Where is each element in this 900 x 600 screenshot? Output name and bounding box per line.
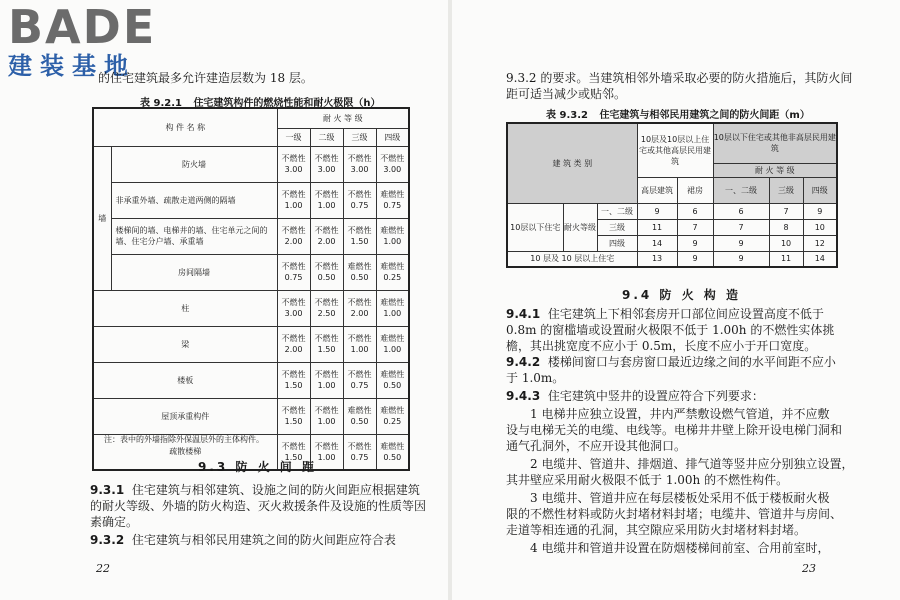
t1-cell-hours: 0.50 bbox=[350, 273, 369, 282]
t1-cell bbox=[343, 362, 376, 398]
t2-cell: 11 bbox=[637, 219, 677, 235]
t1-cell-hours: 1.00 bbox=[383, 309, 402, 318]
item-3-line-1: 3 电缆井、管道井应在每层楼板处采用不低于楼板耐火极 bbox=[530, 491, 830, 505]
right-intro-line-1: 9.3.2 的要求。当建筑相邻外墙采取必要的防火措施后，其防火间 bbox=[506, 71, 853, 85]
t1-cell bbox=[310, 146, 343, 182]
t1-cell-hours: 1.50 bbox=[284, 452, 303, 462]
table-row bbox=[93, 218, 409, 254]
t1-cell-rating: 难燃性 bbox=[380, 190, 405, 199]
t2-cell: 7 bbox=[769, 203, 803, 219]
t1-component-name: 楼板 bbox=[93, 362, 277, 398]
t2-cell: 9 bbox=[713, 251, 769, 267]
t1-cell-hours: 3.00 bbox=[284, 309, 303, 318]
t1-cell bbox=[376, 326, 409, 362]
table-row bbox=[93, 398, 409, 434]
t2-cell: 9 bbox=[677, 251, 713, 267]
t1-cell-hours: 0.50 bbox=[383, 381, 402, 390]
t1-cell bbox=[376, 362, 409, 398]
t1-cell-rating: 不燃性 bbox=[281, 334, 306, 343]
t1-cell bbox=[310, 254, 343, 290]
t1-component-name: 梁 bbox=[93, 326, 277, 362]
t2-head-low-grade-4: 四级 bbox=[803, 177, 837, 203]
t1-cell-rating: 不燃性 bbox=[281, 298, 306, 307]
t1-head-grade: 耐 火 等 级 bbox=[277, 108, 409, 128]
t1-wall-group: 墙 bbox=[93, 146, 111, 290]
t1-cell-rating: 不燃性 bbox=[347, 441, 372, 451]
t1-component-name: 房间隔墙 bbox=[111, 254, 277, 290]
t1-cell-hours: 0.75 bbox=[350, 201, 369, 210]
t1-cell-rating: 不燃性 bbox=[314, 298, 339, 307]
t2-head-high-tower: 高层建筑 bbox=[637, 177, 677, 203]
t2-cell: 10 bbox=[769, 235, 803, 251]
item-3-line-3: 走道等相连通的孔洞，其空隙应采用防火封堵材料封堵。 bbox=[506, 523, 807, 537]
para-9-4-3-line bbox=[506, 388, 764, 404]
t1-cell bbox=[310, 398, 343, 434]
table1-caption-number: 表 9.2.1 bbox=[140, 98, 182, 109]
t2-group-sub: 耐火等级 bbox=[563, 203, 597, 251]
t1-cell-rating: 不燃性 bbox=[314, 334, 339, 343]
t1-cell-hours: 0.50 bbox=[317, 273, 336, 282]
t2-cell: 9 bbox=[803, 203, 837, 219]
t1-cell-rating: 不燃性 bbox=[347, 298, 372, 307]
logo-wordmark: BADE bbox=[8, 0, 157, 54]
right-intro-line-2: 距可适当减少或贴邻。 bbox=[506, 87, 627, 101]
t1-cell bbox=[343, 290, 376, 326]
t1-component-name: 楼梯间的墙、电梯井的墙、住宅单元之间的墙、住宅分户墙、承重墙 bbox=[111, 218, 277, 254]
t2-head-high-podium: 裙房 bbox=[677, 177, 713, 203]
para-9-4-2-line-2: 于 1.0m。 bbox=[506, 371, 565, 385]
para-9-4-1-line-3: 檐，其出挑宽度不应小于 0.5m，长度不应小于开口宽度。 bbox=[506, 339, 817, 353]
t2-cell: 12 bbox=[803, 235, 837, 251]
left-page-number: 22 bbox=[96, 562, 110, 575]
table2-caption-number: 表 9.3.2 bbox=[546, 110, 588, 121]
t1-cell bbox=[343, 398, 376, 434]
t1-cell-rating: 难燃性 bbox=[380, 370, 405, 379]
t1-cell bbox=[343, 218, 376, 254]
t1-cell bbox=[310, 362, 343, 398]
t1-cell-rating: 不燃性 bbox=[314, 226, 339, 235]
para-9-3-2-number: 9.3.2 bbox=[90, 533, 125, 547]
t1-cell-rating: 不燃性 bbox=[314, 190, 339, 199]
para-9-3-2-line bbox=[90, 532, 396, 548]
table-row bbox=[93, 326, 409, 362]
para-9-3-1-line-1 bbox=[90, 482, 420, 498]
t2-cell: 9 bbox=[677, 235, 713, 251]
fire-separation-table bbox=[506, 122, 838, 268]
t1-cell-hours: 2.00 bbox=[284, 237, 303, 246]
logo-subtitle: 建装基地 bbox=[8, 52, 136, 80]
t1-cell bbox=[376, 254, 409, 290]
t2-cell: 7 bbox=[677, 219, 713, 235]
t1-cell bbox=[376, 290, 409, 326]
t1-cell bbox=[343, 254, 376, 290]
para-9-3-1-line-2: 的耐火等级、外墙的防火构造、灭火救援条件及设施的性质等因 bbox=[90, 499, 427, 513]
table2-caption-title: 住宅建筑与相邻民用建筑之间的防火间距（m） bbox=[599, 110, 810, 121]
t1-cell bbox=[277, 290, 310, 326]
t1-cell bbox=[277, 254, 310, 290]
t1-cell-hours: 0.25 bbox=[383, 417, 402, 426]
para-9-3-1-text-1: 住宅建筑与相邻建筑、设施之间的防火间距应根据建筑 bbox=[131, 483, 420, 497]
item-4-line-1: 4 电缆井和管道井设置在防烟楼梯间前室、合用前室时， bbox=[530, 541, 830, 555]
t2-head-low: 10层以下住宅或其他非高层民用建筑 bbox=[713, 123, 837, 163]
t1-cell-rating: 不燃性 bbox=[347, 154, 372, 163]
t2-cell: 6 bbox=[677, 203, 713, 219]
table-row bbox=[93, 146, 409, 182]
table-row bbox=[93, 182, 409, 218]
t1-grade-2: 二级 bbox=[310, 128, 343, 146]
t2-head-high: 10层及10层以上住宅或其他高层民用建筑 bbox=[637, 123, 713, 177]
t1-cell-rating: 不燃性 bbox=[347, 370, 372, 379]
t1-cell-hours: 0.50 bbox=[350, 417, 369, 426]
para-9-4-1-text-1: 住宅建筑上下相邻套房开口部位间应设置高度不低于 bbox=[547, 307, 824, 321]
section-9-4-title: 9.4 防 火 构 造 bbox=[622, 288, 741, 302]
t2-cell: 7 bbox=[713, 219, 769, 235]
t1-cell-hours: 1.00 bbox=[317, 417, 336, 426]
t1-cell-hours: 3.00 bbox=[383, 165, 402, 174]
fire-resistance-table bbox=[92, 107, 410, 471]
t1-cell-rating: 不燃性 bbox=[347, 190, 372, 199]
t1-cell-rating: 不燃性 bbox=[380, 154, 405, 163]
t1-cell bbox=[343, 434, 376, 470]
table-row bbox=[93, 254, 409, 290]
t1-cell-hours: 0.75 bbox=[350, 381, 369, 390]
t1-cell bbox=[277, 218, 310, 254]
t1-cell-rating: 不燃性 bbox=[347, 334, 372, 343]
t1-cell-rating: 不燃性 bbox=[281, 154, 306, 163]
t1-cell bbox=[310, 326, 343, 362]
t1-cell-rating: 不燃性 bbox=[314, 441, 339, 451]
t1-cell bbox=[343, 182, 376, 218]
t1-cell bbox=[310, 290, 343, 326]
t1-cell bbox=[277, 146, 310, 182]
t2-cell: 14 bbox=[803, 251, 837, 267]
t2-cell: 14 bbox=[637, 235, 677, 251]
para-9-3-1-number: 9.3.1 bbox=[90, 483, 125, 497]
t1-cell bbox=[277, 182, 310, 218]
t2-head-category: 建 筑 类 别 bbox=[507, 123, 637, 203]
t1-cell-rating: 不燃性 bbox=[281, 190, 306, 199]
t1-cell-rating: 不燃性 bbox=[347, 226, 372, 235]
t2-cell: 8 bbox=[769, 219, 803, 235]
para-9-4-2-text-1: 楼梯间窗口与套房窗口最近边缘之间的水平间距不应小 bbox=[547, 355, 836, 369]
t1-cell-hours: 0.75 bbox=[350, 452, 369, 462]
t1-cell-hours: 2.50 bbox=[317, 309, 336, 318]
table2-caption bbox=[546, 106, 810, 121]
table-row bbox=[93, 362, 409, 398]
t1-cell-rating: 难燃性 bbox=[380, 441, 405, 451]
para-9-4-3-number: 9.4.3 bbox=[506, 389, 541, 403]
t1-cell-hours: 3.00 bbox=[284, 165, 303, 174]
t1-cell-hours: 0.25 bbox=[383, 273, 402, 282]
item-2-line-2: 其井壁应采用耐火极限不低于 1.00h 的不燃性构件。 bbox=[506, 473, 789, 487]
t1-component-name: 柱 bbox=[93, 290, 277, 326]
t2-cell: 9 bbox=[637, 203, 677, 219]
t1-cell-hours: 1.00 bbox=[317, 452, 336, 462]
t1-cell bbox=[376, 434, 409, 470]
t1-cell-rating: 不燃性 bbox=[314, 406, 339, 415]
t1-cell-rating: 难燃性 bbox=[380, 298, 405, 307]
t2-last-row-label: 10 层及 10 层以上住宅 bbox=[507, 251, 637, 267]
t1-cell-hours: 0.50 bbox=[383, 452, 402, 462]
t1-cell-hours: 1.00 bbox=[383, 237, 402, 246]
t1-cell-rating: 不燃性 bbox=[314, 370, 339, 379]
t1-cell-rating: 难燃性 bbox=[347, 262, 372, 271]
t1-cell bbox=[343, 326, 376, 362]
t1-component-name: 疏散楼梯 bbox=[93, 434, 277, 470]
t1-grade-1: 一级 bbox=[277, 128, 310, 146]
t1-grade-4: 四级 bbox=[376, 128, 409, 146]
item-1-line-1: 1 电梯井应独立设置，井内严禁敷设燃气管道，并不应敷 bbox=[530, 407, 830, 421]
left-page bbox=[0, 0, 448, 600]
t1-cell-rating: 不燃性 bbox=[281, 262, 306, 271]
t1-cell-rating: 难燃性 bbox=[380, 406, 405, 415]
t2-cell: 6 bbox=[713, 203, 769, 219]
right-page-number: 23 bbox=[802, 562, 816, 575]
t2-row-3-grade: 四级 bbox=[597, 235, 637, 251]
t1-cell-rating: 不燃性 bbox=[281, 370, 306, 379]
para-9-3-2-text: 住宅建筑与相邻民用建筑之间的防火间距应符合表 bbox=[131, 533, 396, 547]
t1-cell-hours: 1.50 bbox=[317, 345, 336, 354]
t1-cell bbox=[376, 218, 409, 254]
t1-cell-hours: 1.00 bbox=[317, 381, 336, 390]
t1-cell-rating: 不燃性 bbox=[281, 226, 306, 235]
t2-row-2-grade: 三级 bbox=[597, 219, 637, 235]
para-9-4-2-line-1 bbox=[506, 354, 836, 370]
t1-cell bbox=[376, 146, 409, 182]
t1-cell-rating: 不燃性 bbox=[281, 441, 306, 451]
t1-cell bbox=[343, 146, 376, 182]
t1-cell-rating: 不燃性 bbox=[314, 262, 339, 271]
table1-caption-title: 住宅建筑构件的燃烧性能和耐火极限（h） bbox=[193, 98, 381, 109]
t1-cell bbox=[376, 398, 409, 434]
para-9-4-2-number: 9.4.2 bbox=[506, 355, 541, 369]
para-9-4-1-line-1 bbox=[506, 306, 824, 322]
t1-cell-rating: 难燃性 bbox=[380, 334, 405, 343]
t1-cell-hours: 2.00 bbox=[284, 345, 303, 354]
t1-cell-rating: 难燃性 bbox=[380, 262, 405, 271]
para-9-4-3-text: 住宅建筑中竖井的设置应符合下列要求： bbox=[547, 389, 764, 403]
table1-note: 注：表中的外墙指除外保温层外的主体构件。 bbox=[104, 435, 264, 444]
t1-cell bbox=[277, 398, 310, 434]
t1-cell-hours: 2.00 bbox=[350, 309, 369, 318]
t1-cell-rating: 不燃性 bbox=[281, 406, 306, 415]
t1-component-name: 屋顶承重构件 bbox=[93, 398, 277, 434]
t2-cell: 13 bbox=[637, 251, 677, 267]
para-9-3-1-line-3: 素确定。 bbox=[90, 515, 139, 529]
section-9-3-title: 9.3 防 火 间 距 bbox=[198, 460, 317, 474]
t2-group-label: 10层以下住宅 bbox=[507, 203, 563, 251]
t1-cell bbox=[376, 182, 409, 218]
item-1-line-2: 设与电梯无关的电缆、电线等。电梯井井壁上除开设电梯门洞和 bbox=[506, 423, 843, 437]
t2-row-1-grade: 一、二级 bbox=[597, 203, 637, 219]
item-2-line-1: 2 电缆井、管道井、排烟道、排气道等竖井应分别独立设置， bbox=[530, 457, 854, 471]
t1-cell-hours: 2.00 bbox=[317, 237, 336, 246]
item-3-line-2: 限的不燃性材料或防火封堵材料封堵；电缆井、管道井与房间、 bbox=[506, 507, 843, 521]
t2-head-low-grade-3: 三级 bbox=[769, 177, 803, 203]
para-9-4-1-number: 9.4.1 bbox=[506, 307, 541, 321]
table-row bbox=[93, 290, 409, 326]
t1-cell-hours: 1.00 bbox=[284, 201, 303, 210]
t1-cell-hours: 3.00 bbox=[350, 165, 369, 174]
intro-line: 的住宅建筑最多允许建造层数为 18 层。 bbox=[98, 71, 313, 85]
t1-cell-hours: 1.00 bbox=[317, 201, 336, 210]
t1-cell-hours: 1.50 bbox=[284, 417, 303, 426]
t2-cell: 11 bbox=[769, 251, 803, 267]
t1-cell-rating: 难燃性 bbox=[380, 226, 405, 235]
t2-head-low-grade-1: 一、二级 bbox=[713, 177, 769, 203]
t1-cell-hours: 1.50 bbox=[284, 381, 303, 390]
t1-component-name: 非承重外墙、疏散走道两侧的隔墙 bbox=[111, 182, 277, 218]
t1-cell-hours: 3.00 bbox=[317, 165, 336, 174]
t2-cell: 9 bbox=[713, 235, 769, 251]
para-9-4-1-line-2: 0.8m 的窗槛墙或设置耐火极限不低于 1.00h 的不燃性实体挑 bbox=[506, 323, 835, 337]
t2-head-low-grade: 耐 火 等 级 bbox=[713, 163, 837, 177]
t1-cell-hours: 1.00 bbox=[383, 345, 402, 354]
t1-grade-3: 三级 bbox=[343, 128, 376, 146]
t1-cell bbox=[277, 362, 310, 398]
right-page bbox=[452, 0, 900, 600]
item-1-line-3: 通气孔洞外，不应开设其他洞口。 bbox=[506, 439, 687, 453]
t1-head-component: 构 件 名 称 bbox=[93, 108, 277, 146]
t1-component-name: 防火墙 bbox=[111, 146, 277, 182]
t2-cell: 10 bbox=[803, 219, 837, 235]
t1-cell bbox=[310, 218, 343, 254]
t1-cell-hours: 0.75 bbox=[284, 273, 303, 282]
t1-cell-hours: 0.75 bbox=[383, 201, 402, 210]
t1-cell-hours: 1.00 bbox=[350, 345, 369, 354]
t1-cell-hours: 1.50 bbox=[350, 237, 369, 246]
t1-cell bbox=[277, 326, 310, 362]
t1-cell bbox=[310, 182, 343, 218]
t1-cell-rating: 不燃性 bbox=[314, 154, 339, 163]
t1-cell-rating: 难燃性 bbox=[347, 406, 372, 415]
